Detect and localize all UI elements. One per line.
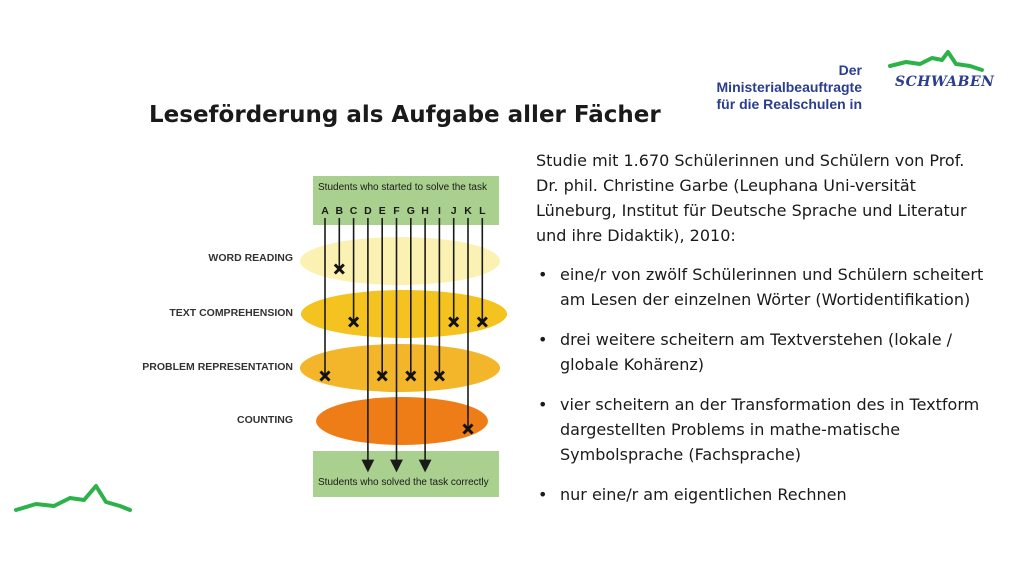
column-letter: I [437, 205, 441, 217]
column-letter: D [364, 205, 372, 217]
finding-item [536, 392, 986, 467]
logo-line-2: für die Realschulen in [716, 96, 862, 112]
page-title: Leseförderung als Aufgabe aller Fächer [149, 102, 661, 128]
finding-text: nur eine/r am eigentlichen Rechnen [560, 485, 847, 504]
column-letter: A [321, 205, 329, 217]
bullet-dot: • [538, 485, 548, 504]
logo-word: SCHWABEN [895, 74, 995, 90]
finding-item [536, 262, 986, 312]
finding-text: drei weitere scheitern am Textverstehen (lokale / globale Kohärenz) [560, 330, 953, 374]
mountain-corner-icon [12, 478, 136, 518]
reading-funnel-diagram [128, 168, 518, 508]
stage-label: WORD READING [208, 252, 293, 264]
logo-line-1: Der Ministerialbeauftragte [716, 62, 862, 95]
finding-text: vier scheitern an der Transformation des in Textform dargestellten Problems in mathe-matische Symbolsprache (Fachsprache) [560, 395, 980, 464]
logo-text [700, 62, 862, 113]
bullet-dot: • [538, 330, 548, 349]
end-box-label: Students who solved the task correctly [318, 477, 489, 488]
column-letter: B [335, 205, 344, 217]
finding-item [536, 482, 986, 507]
column-letter: G [406, 205, 415, 217]
stage-label: COUNTING [237, 414, 293, 426]
study-intro: Studie mit 1.670 Schülerinnen und Schülern von Prof. Dr. phil. Christine Garbe (Leuphana Uni-versität Lüneburg, Institut für Deutsche Sprache und Literatur und ihre Didaktik), 2010: [536, 151, 967, 245]
finding-item [536, 327, 986, 377]
column-letter: K [464, 205, 472, 217]
stage-label: TEXT COMPREHENSION [169, 307, 293, 319]
end-box [313, 451, 499, 497]
text-column [536, 148, 986, 522]
start-box-label: Students who started to solve the task [318, 182, 487, 193]
logo [700, 44, 1000, 112]
bullet-dot: • [538, 265, 548, 284]
stage-ellipse [300, 237, 500, 285]
stage-ellipse [300, 344, 500, 392]
column-letter: E [378, 205, 386, 217]
column-letter: J [450, 205, 457, 217]
finding-text: eine/r von zwölf Schülerinnen und Schülern scheitert am Lesen der einzelnen Wörter (Wortidentifikation) [560, 265, 984, 309]
column-letter: C [349, 205, 358, 217]
stage-ellipse [301, 290, 507, 338]
column-letter: F [393, 205, 400, 217]
findings-list [536, 262, 986, 507]
stage-label: PROBLEM REPRESENTATION [142, 361, 293, 373]
stage-ellipse [316, 397, 488, 445]
column-letter: H [421, 205, 429, 217]
column-letter: L [479, 205, 486, 217]
bullet-dot: • [538, 395, 548, 414]
